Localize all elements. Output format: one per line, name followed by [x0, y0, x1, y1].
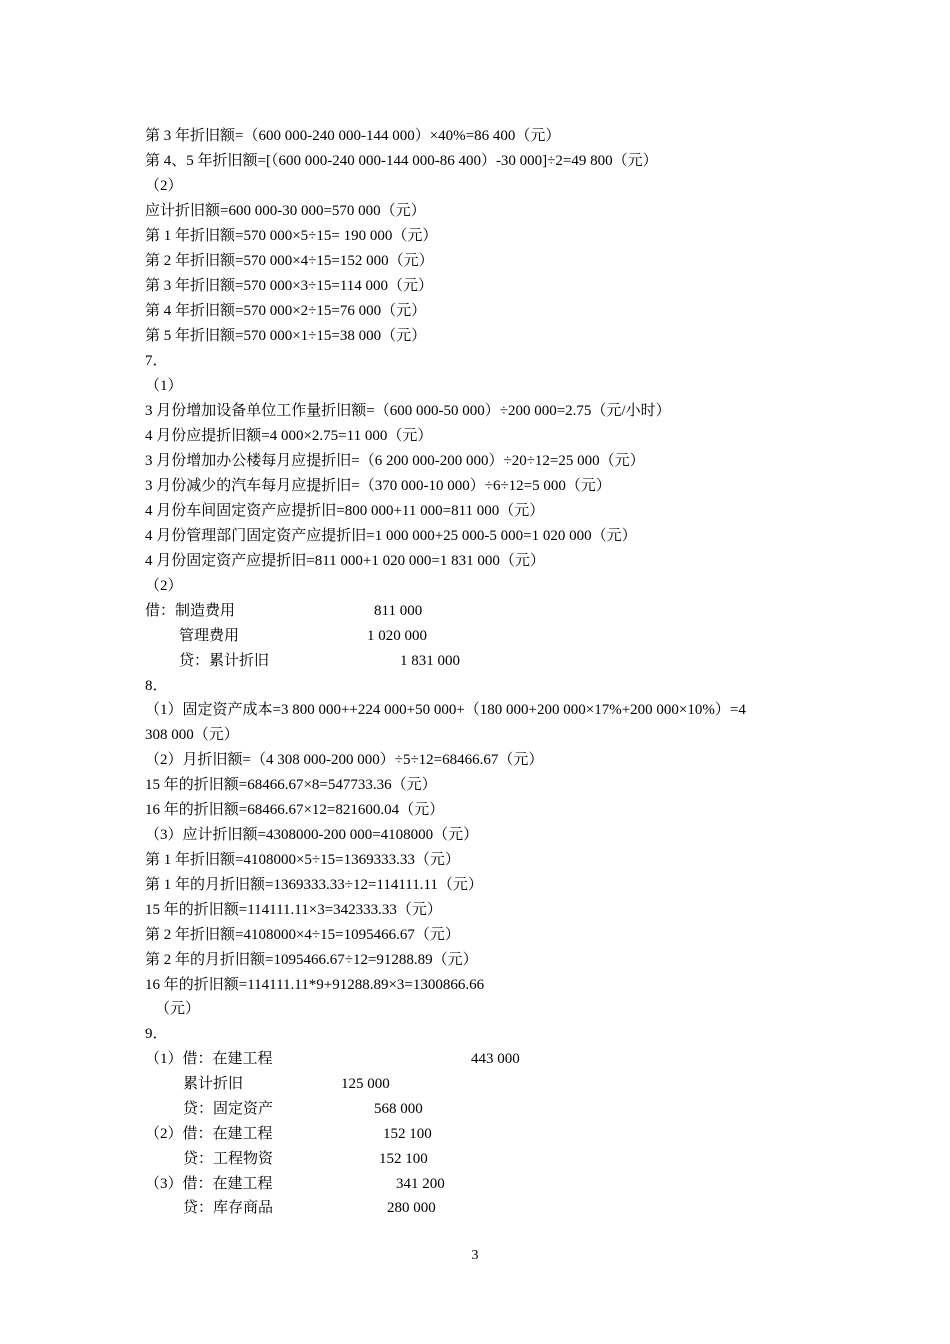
text-line: 3 月份增加设备单位工作量折旧额=（600 000-50 000）÷200 000=2.75（元/小时） — [145, 403, 671, 419]
section-heading: 7． — [145, 353, 168, 369]
journal-credit-account: 贷：累计折旧 — [179, 653, 270, 669]
journal-amount: 568 000 — [374, 1101, 423, 1117]
text-line: 4 月份应提折旧额=4 000×2.75=11 000（元） — [145, 428, 433, 444]
text-line: 第 3 年折旧额=570 000×3÷15=114 000（元） — [145, 278, 434, 294]
text-line: 第 2 年的月折旧额=1095466.67÷12=91288.89（元） — [145, 952, 478, 968]
section-heading: 8． — [145, 678, 168, 694]
text-line: （2） — [145, 178, 183, 194]
text-line: 16 年的折旧额=114111.11*9+91288.89×3=1300866.66 — [145, 977, 485, 993]
text-line: 4 月份管理部门固定资产应提折旧=1 000 000+25 000-5 000=1 020 000（元） — [145, 528, 637, 544]
journal-amount: 443 000 — [471, 1051, 520, 1067]
text-line: 第 1 年折旧额=4108000×5÷15=1369333.33（元） — [145, 852, 460, 868]
text-line: 第 2 年折旧额=570 000×4÷15=152 000（元） — [145, 253, 434, 269]
journal-amount: 1 831 000 — [400, 653, 460, 669]
text-line: 4 月份车间固定资产应提折旧=800 000+11 000=811 000（元） — [145, 503, 545, 519]
journal-amount: 341 200 — [396, 1176, 445, 1192]
text-line: 4 月份固定资产应提折旧=811 000+1 020 000=1 831 000（元） — [145, 553, 545, 569]
section-heading: 9． — [145, 1026, 168, 1042]
text-line: （元） — [155, 1001, 201, 1017]
text-line: 第 4、5 年折旧额=[（600 000-240 000-144 000-86 400）-30 000]÷2=49 800（元） — [145, 153, 658, 169]
text-line: 应计折旧额=600 000-30 000=570 000（元） — [145, 203, 426, 219]
text-line: （3）应计折旧额=4308000-200 000=4108000（元） — [145, 827, 479, 843]
journal-debit-account: 管理费用 — [179, 628, 240, 644]
text-line: 第 1 年的月折旧额=1369333.33÷12=114111.11（元） — [145, 877, 483, 893]
text-line: 16 年的折旧额=68466.67×12=821600.04（元） — [145, 802, 445, 818]
text-line: （1）固定资产成本=3 800 000++224 000+50 000+（180 000+200 000×17%+200 000×10%）=4 — [145, 702, 746, 718]
journal-debit-account: 借：制造费用 — [145, 603, 236, 619]
journal-debit-account: （3）借：在建工程 — [145, 1176, 273, 1192]
journal-amount: 152 100 — [379, 1151, 428, 1167]
text-line: 3 月份减少的汽车每月应提折旧=（370 000-10 000）÷6÷12=5 000（元） — [145, 478, 611, 494]
text-line: 15 年的折旧额=68466.67×8=547733.36（元） — [145, 777, 437, 793]
text-line: 15 年的折旧额=114111.11×3=342333.33（元） — [145, 902, 442, 918]
text-line: 3 月份增加办公楼每月应提折旧=（6 200 000-200 000）÷20÷12=25 000（元） — [145, 453, 645, 469]
journal-debit-account: 累计折旧 — [183, 1076, 244, 1092]
journal-amount: 811 000 — [374, 603, 423, 619]
text-line: 308 000（元） — [145, 727, 239, 743]
text-line: （1） — [145, 378, 183, 394]
text-line: 第 1 年折旧额=570 000×5÷15= 190 000（元） — [145, 228, 438, 244]
text-line: （2） — [145, 578, 183, 594]
journal-amount: 152 100 — [383, 1126, 432, 1142]
page-number: 3 — [471, 1248, 479, 1263]
journal-credit-account: 贷：固定资产 — [183, 1101, 274, 1117]
journal-debit-account: （2）借：在建工程 — [145, 1126, 273, 1142]
text-line: （2）月折旧额=（4 308 000-200 000）÷5÷12=68466.67（元） — [145, 752, 544, 768]
text-line: 第 5 年折旧额=570 000×1÷15=38 000（元） — [145, 328, 427, 344]
journal-credit-account: 贷：库存商品 — [183, 1200, 274, 1216]
text-line: 第 4 年折旧额=570 000×2÷15=76 000（元） — [145, 303, 427, 319]
journal-debit-account: （1）借：在建工程 — [145, 1051, 273, 1067]
journal-amount: 280 000 — [387, 1200, 436, 1216]
text-line: 第 3 年折旧额=（600 000-240 000-144 000）×40%=86 400（元） — [145, 128, 561, 144]
journal-amount: 1 020 000 — [367, 628, 427, 644]
journal-amount: 125 000 — [341, 1076, 390, 1092]
journal-credit-account: 贷：工程物资 — [183, 1151, 274, 1167]
text-line: 第 2 年折旧额=4108000×4÷15=1095466.67（元） — [145, 927, 460, 943]
